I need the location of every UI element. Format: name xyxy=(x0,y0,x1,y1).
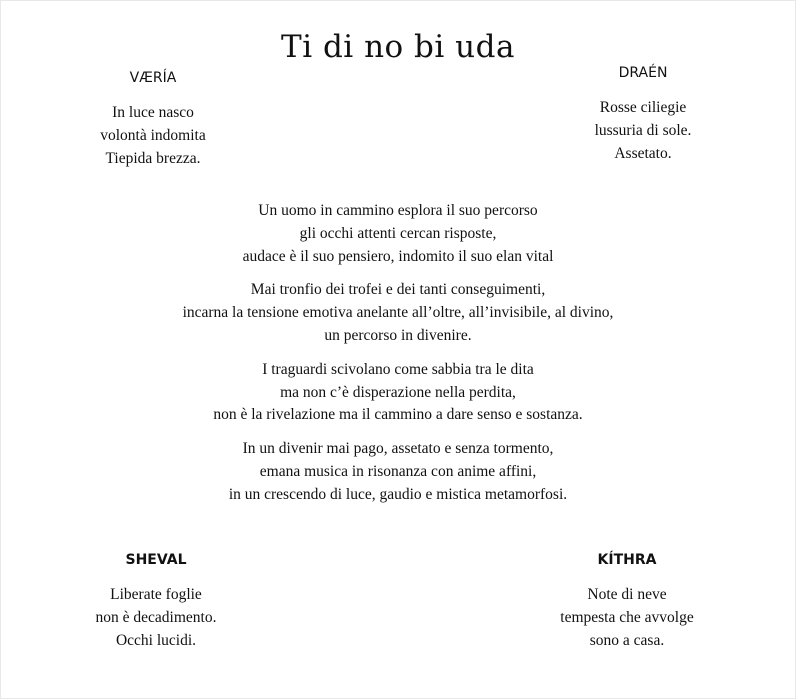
haiku-title: DRAÉN xyxy=(618,65,668,81)
stanza xyxy=(1,359,795,427)
haiku-text xyxy=(523,96,763,165)
stanza xyxy=(1,200,795,268)
poem-line: I traguardi scivolano come sabbia tra le dita xyxy=(262,360,534,378)
haiku-block-bottom-right xyxy=(507,551,747,652)
poem-line: in un crescendo di luce, gaudio e mistica metamorfosi. xyxy=(228,485,568,503)
haiku-line: Assetato. xyxy=(614,145,672,162)
haiku-line: volontà indomita xyxy=(100,127,206,144)
haiku-text xyxy=(33,101,273,170)
poem-line: Un uomo in cammino esplora il suo percorso xyxy=(258,202,538,219)
haiku-line: Note di neve xyxy=(587,586,667,603)
poem-line: audace è il suo pensiero, indomito il suo elan vital xyxy=(242,247,554,265)
poem-line: In un divenir mai pago, assetato e senza tormento, xyxy=(242,440,554,458)
page-title: Ti di no bi uda xyxy=(281,29,515,65)
haiku-title: SHEVAL xyxy=(125,552,187,568)
haiku-text xyxy=(36,583,276,652)
haiku-line: lussuria di sole. xyxy=(594,122,692,139)
poem-line: emana musica in risonanza con anime affini, xyxy=(259,462,537,480)
haiku-line: sono a casa. xyxy=(589,632,665,649)
haiku-line: In luce nasco xyxy=(112,104,194,121)
poem-line: non è la rivelazione ma il cammino a dare senso e sostanza. xyxy=(213,406,583,424)
poem-body xyxy=(1,200,795,518)
haiku-block-top-right xyxy=(523,64,763,165)
haiku-line: Occhi lucidi. xyxy=(115,632,197,649)
poem-line: incarna la tensione emotiva anelante all’oltre, all’invisibile, al divino, xyxy=(182,304,614,322)
haiku-line: Liberate foglie xyxy=(110,586,202,603)
haiku-title: KÍTHRA xyxy=(597,552,657,568)
haiku-line: Tiepida brezza. xyxy=(105,150,201,167)
haiku-block-bottom-left xyxy=(36,551,276,652)
poem-line: gli occhi attenti cercan risposte, xyxy=(299,224,497,242)
stanza xyxy=(1,438,795,506)
poem-line: Mai tronfio dei trofei e dei tanti conseguimenti, xyxy=(250,281,546,299)
haiku-title: VÆRÍA xyxy=(129,70,177,86)
stanza xyxy=(1,279,795,347)
haiku-line: non è decadimento. xyxy=(95,609,217,626)
poem-line: un percorso in divenire. xyxy=(324,326,472,344)
haiku-line: Rosse ciliegie xyxy=(599,99,687,116)
haiku-block-top-left xyxy=(33,69,273,170)
poem-line: ma non c’è disperazione nella perdita, xyxy=(280,383,516,401)
haiku-text xyxy=(507,583,747,652)
haiku-line: tempesta che avvolge xyxy=(560,609,694,626)
